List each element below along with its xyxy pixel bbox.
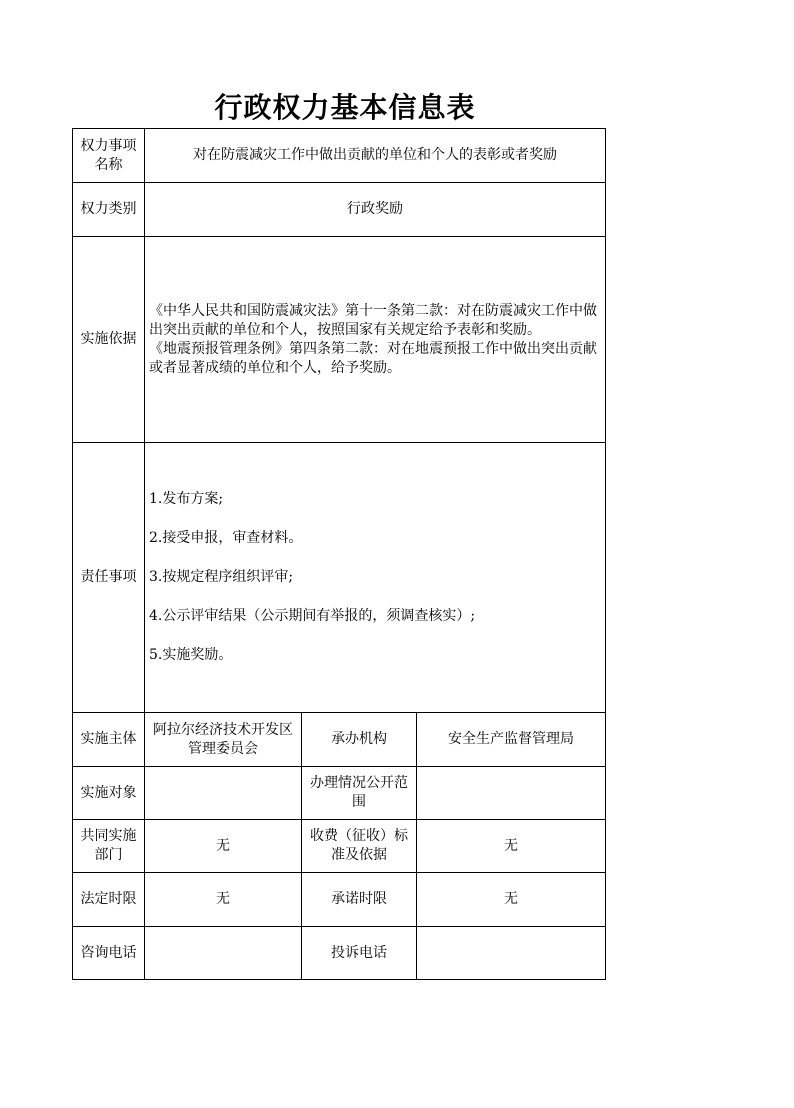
subject-value: 阿拉尔经济技术开发区管理委员会 xyxy=(145,713,302,767)
agency-label: 承办机构 xyxy=(302,713,417,767)
page-title: 行政权力基本信息表 xyxy=(214,91,476,124)
subject-label: 实施主体 xyxy=(73,713,145,767)
legal-time-value: 无 xyxy=(145,873,302,927)
basis-value xyxy=(145,237,606,443)
row-category xyxy=(73,183,606,237)
disclosure-label: 办理情况公开范围 xyxy=(302,767,417,820)
row-duties xyxy=(73,443,606,713)
row-phone xyxy=(73,927,606,980)
category-label: 权力类别 xyxy=(73,183,145,237)
consult-phone-value xyxy=(145,927,302,980)
duties-label: 责任事项 xyxy=(73,443,145,713)
basis-label: 实施依据 xyxy=(73,237,145,443)
duty-item: 2.接受申报，审查材料。 xyxy=(149,530,303,546)
info-table xyxy=(72,128,606,980)
row-subject xyxy=(73,713,606,767)
promised-time-label: 承诺时限 xyxy=(302,873,417,927)
duty-item: 1.发布方案; xyxy=(149,491,224,507)
complaint-phone-label: 投诉电话 xyxy=(302,927,417,980)
agency-value: 安全生产监督管理局 xyxy=(417,713,606,767)
fee-value: 无 xyxy=(417,820,606,873)
row-target xyxy=(73,767,606,820)
category-value: 行政奖励 xyxy=(145,183,606,237)
duty-item: 5.实施奖励。 xyxy=(149,647,233,663)
row-name xyxy=(73,129,606,183)
row-time xyxy=(73,873,606,927)
target-value xyxy=(145,767,302,820)
legal-time-label: 法定时限 xyxy=(73,873,145,927)
name-label: 权力事项名称 xyxy=(73,129,145,183)
disclosure-value xyxy=(417,767,606,820)
fee-label: 收费（征收）标准及依据 xyxy=(302,820,417,873)
row-joint xyxy=(73,820,606,873)
name-value: 对在防震减灾工作中做出贡献的单位和个人的表彰或者奖励 xyxy=(145,129,606,183)
promised-time-value: 无 xyxy=(417,873,606,927)
target-label: 实施对象 xyxy=(73,767,145,820)
duty-item: 4.公示评审结果（公示期间有举报的，须调查核实）; xyxy=(149,608,476,624)
basis-paragraph: 《地震预报管理条例》第四条第二款：对在地震预报工作中做出突出贡献或者显著成绩的单位和个人，给予奖励。 xyxy=(149,340,597,376)
joint-label: 共同实施部门 xyxy=(73,820,145,873)
duty-list xyxy=(149,490,601,665)
consult-phone-label: 咨询电话 xyxy=(73,927,145,980)
complaint-phone-value xyxy=(417,927,606,980)
row-basis xyxy=(73,237,606,443)
joint-value: 无 xyxy=(145,820,302,873)
duty-item: 3.按规定程序组织评审; xyxy=(149,569,294,585)
duties-value xyxy=(145,443,606,713)
basis-paragraph: 《中华人民共和国防震减灾法》第十一条第二款：对在防震减灾工作中做出突出贡献的单位和个人，按照国家有关规定给予表彰和奖励。 xyxy=(149,302,597,338)
